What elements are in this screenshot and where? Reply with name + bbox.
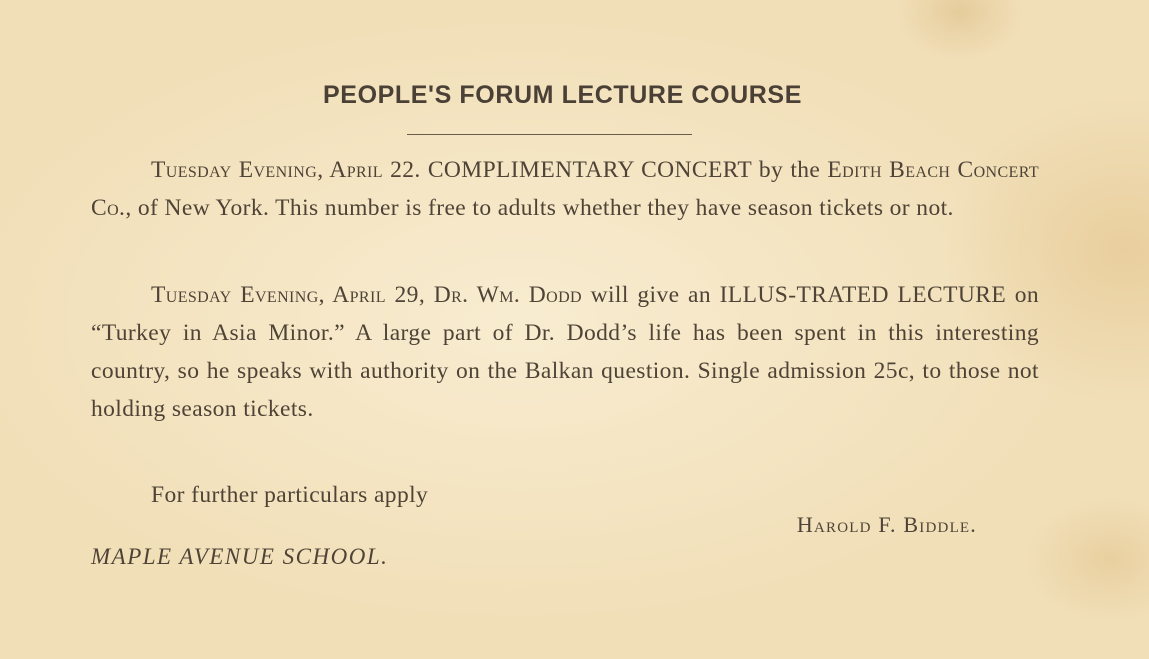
signature: Harold F. Biddle. [796, 512, 977, 537]
lecture-paragraph [91, 276, 1039, 428]
apply-line: For further particulars apply [151, 482, 429, 508]
lecture-text-1 [425, 282, 434, 308]
concert-date: Tuesday Evening, April 22. [151, 157, 421, 183]
lecture-text-2: will give an ILLUS-TRATED LECTURE on “Turkey in Asia Minor.” A large part of Dr. Dodd’s life has been spent in this interesting country, so he speaks with authority on the Balkan question. Single admission 25c, to those not holding season tickets. [91, 282, 1040, 422]
card-title: PEOPLE'S FORUM LECTURE COURSE [323, 81, 802, 109]
title-divider [407, 134, 692, 135]
school-name: MAPLE AVENUE SCHOOL. [91, 544, 389, 569]
lecture-speaker: Dr. Wm. Dodd [433, 282, 582, 308]
concert-paragraph [91, 151, 1039, 227]
concert-text-2: , of New York. This number is free to adults whether they have season tickets or not. [125, 195, 954, 221]
concert-performer: Edith Beach Concert Co. [91, 157, 1040, 221]
lecture-date: Tuesday Evening, April 29, [151, 282, 426, 308]
concert-text-1: COMPLIMENTARY CONCERT by the [420, 157, 828, 183]
